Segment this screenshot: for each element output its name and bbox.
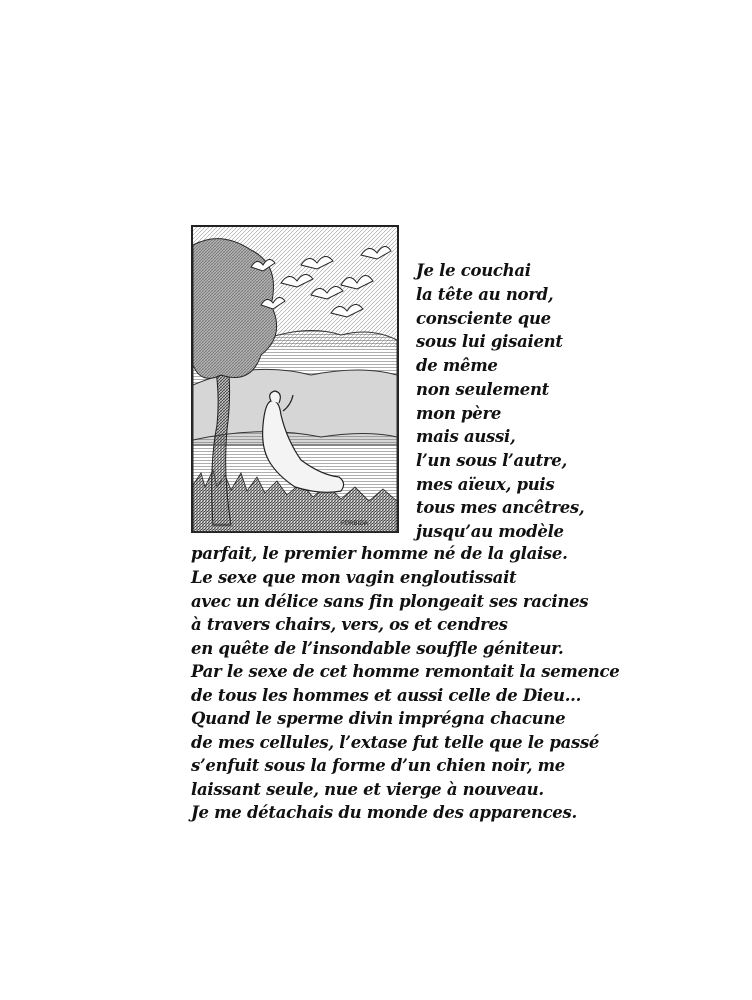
poem-line: l’un sous l’autre, [416,451,567,470]
poem-line: tous mes ancêtres, [416,498,585,517]
poem-line: sous lui gisaient [416,332,563,351]
poem-line: Le sexe que mon vagin engloutissait [191,568,517,587]
poem-line: Je le couchai [416,261,531,280]
poem-line: mes aïeux, puis [416,475,555,494]
poem-line: non seulement [416,380,549,399]
artist-signature: FORBIDA [341,520,368,527]
poem-line: en quête de l’insondable souffle géniteur. [191,639,564,658]
poem-line: laissant seule, nue et vierge à nouveau. [191,780,544,799]
poem-line: de mes cellules, l’extase fut telle que le passé [191,733,600,752]
poem-line: mais aussi, [416,427,516,446]
poem-line: consciente que [416,309,551,328]
poem-line: Quand le sperme divin imprégna chacune [191,709,566,728]
poem-line: de tous les hommes et aussi celle de Dieu... [191,686,582,705]
poem-line: Par le sexe de cet homme remontait la semence [191,662,620,681]
poem-line: la tête au nord, [416,285,554,304]
poem-line: de même [416,356,498,375]
poem-line: à travers chairs, vers, os et cendres [191,615,508,634]
poem-line: mon père [416,404,502,423]
poem-line: jusqu’au modèle [416,522,564,541]
poem-line: Je me détachais du monde des apparences. [191,803,577,822]
poem-line: parfait, le premier homme né de la glaise. [191,544,568,563]
poem-line: s’enfuit sous la forme d’un chien noir, me [191,756,565,775]
poem-line: avec un délice sans fin plongeait ses racines [191,592,589,611]
